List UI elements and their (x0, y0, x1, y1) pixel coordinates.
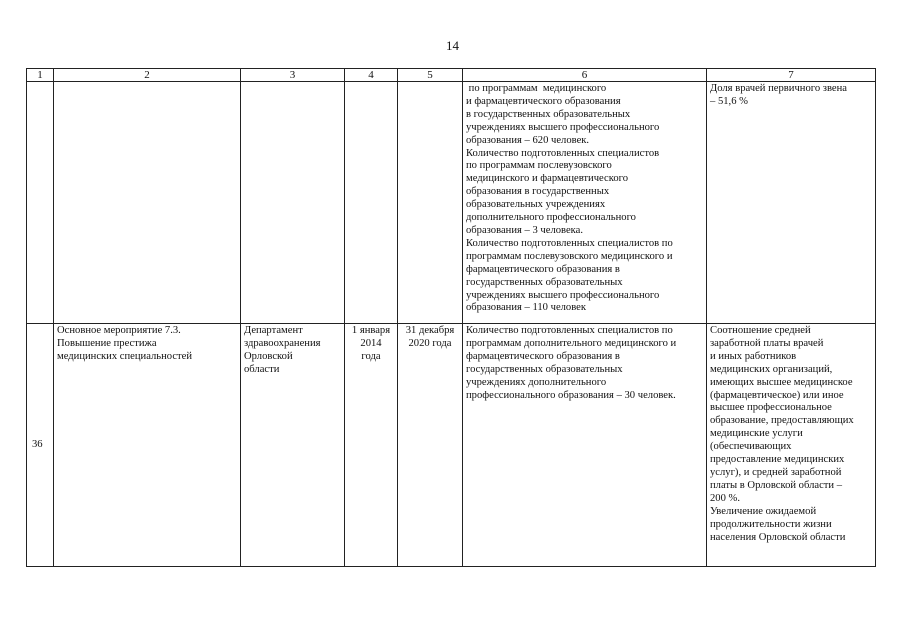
header-col-6: 6 (463, 69, 707, 82)
text-line: продолжительности жизни (710, 518, 832, 530)
cell-executor (241, 82, 345, 324)
cell-end (398, 82, 463, 324)
measures-table (26, 68, 876, 567)
text-line: образования – 620 человек. (466, 134, 590, 146)
text-line: Увеличение ожидаемой (710, 505, 817, 517)
table-row-36 (27, 324, 876, 567)
text-line: высшее профессиональное (710, 402, 832, 414)
cell-indicators (707, 82, 876, 324)
cell-results (463, 324, 707, 567)
text-line: заработной платы врачей (710, 337, 824, 349)
text-line: и иных работников (710, 350, 797, 362)
text-line: области (244, 363, 280, 375)
text-line: 1 января (351, 325, 391, 336)
text-line: фармацевтического образования в (466, 263, 620, 275)
text-line: Соотношение средней (710, 325, 811, 336)
text-line: Основное мероприятие 7.3. (57, 325, 181, 336)
text-line: населения Орловской области (710, 531, 846, 543)
text-line: Доля врачей первичного звена (710, 83, 847, 94)
cell-number (27, 82, 54, 324)
text-line: по программам послевузовского (466, 160, 612, 172)
text-line: профессионального образования – 30 человек. (466, 389, 676, 401)
text-line: Количество подготовленных специалистов по (466, 237, 673, 249)
text-line: по программам медицинского (466, 83, 607, 94)
text-line: 2020 года (408, 337, 452, 349)
cell-start (345, 82, 398, 324)
text-line: медицинские услуги (710, 428, 803, 440)
text-line: учреждениях дополнительного (466, 376, 607, 388)
page-number: 14 (446, 38, 459, 53)
header-col-7: 7 (707, 69, 876, 82)
text-line: – 51,6 % (710, 95, 748, 107)
text-line: 31 декабря (405, 325, 455, 336)
text-line: Департамент (244, 325, 303, 336)
text-line: Количество подготовленных специалистов по (466, 325, 673, 336)
text-line: фармацевтического образования в (466, 350, 620, 362)
header-col-3: 3 (241, 69, 345, 82)
text-line: образования в государственных (466, 186, 610, 198)
text-line: медицинских организаций, (710, 363, 833, 375)
header-col-5: 5 (398, 69, 463, 82)
text-line: года (361, 350, 381, 362)
text-line: программам дополнительного медицинского и (466, 337, 677, 349)
cell-end (398, 324, 463, 567)
text-line: предоставление медицинских (710, 454, 845, 466)
continuation-row (27, 82, 876, 324)
text-line: медицинских специальностей (57, 350, 193, 362)
text-line: образования – 110 человек (466, 302, 587, 314)
text-line: дополнительного профессионального (466, 212, 636, 224)
row-number: 36 (27, 324, 54, 567)
header-row (27, 69, 876, 82)
text-line: (фармацевтическое) или иное (710, 389, 844, 401)
text-line: и фармацевтического образования (466, 95, 621, 107)
cell-results (463, 82, 707, 324)
text-line: 200 %. (710, 492, 741, 504)
text-line: Повышение престижа (57, 337, 157, 349)
text-line: государственных образовательных (466, 363, 623, 375)
text-line: Орловской (244, 350, 293, 362)
text-line: программам послевузовского медицинского и (466, 250, 673, 262)
text-line: в государственных образовательных (466, 108, 631, 120)
text-line: образование, предоставляющих (710, 415, 854, 427)
text-line: услуг), и средней заработной (710, 466, 842, 478)
text-line: (обеспечивающих (710, 441, 792, 453)
text-line: платы в Орловской области – (710, 479, 843, 491)
cell-measure (54, 82, 241, 324)
cell-indicators (707, 324, 876, 567)
cell-start (345, 324, 398, 567)
cell-executor (241, 324, 345, 567)
text-line: здравоохранения (244, 337, 321, 349)
text-line: Количество подготовленных специалистов (466, 147, 660, 159)
text-line: образовательных учреждениях (466, 199, 606, 211)
text-line: учреждениях высшего профессионального (466, 121, 660, 133)
text-line: имеющих высшее медицинское (710, 376, 853, 388)
header-col-2: 2 (54, 69, 241, 82)
text-line: государственных образовательных (466, 276, 623, 288)
text-line: учреждениях высшего профессионального (466, 289, 660, 301)
text-line: 2014 (360, 337, 382, 349)
header-col-4: 4 (345, 69, 398, 82)
header-col-1: 1 (27, 69, 54, 82)
cell-measure (54, 324, 241, 567)
text-line: медицинского и фармацевтического (466, 173, 629, 185)
text-line: образования – 3 человека. (466, 224, 584, 236)
